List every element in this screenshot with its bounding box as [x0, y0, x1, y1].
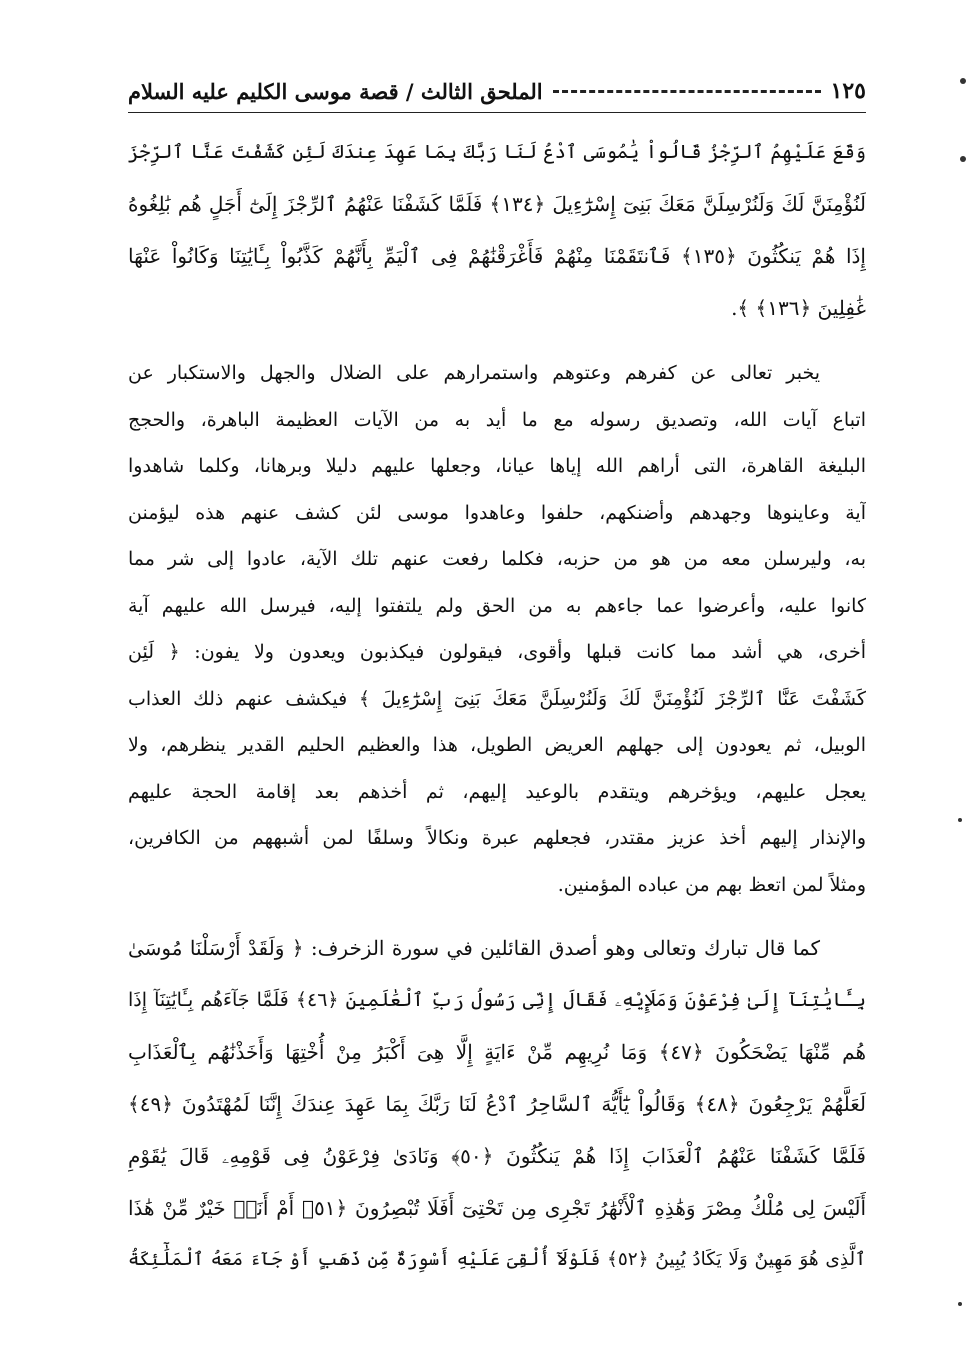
paragraph-line: يعجل عليهم، ويؤخرهم ويتقدم بالوعيد إليهم، ثم أخذهم بعد إقامة الحجة عليهم	[128, 780, 866, 803]
verse-line: إِذَا هُمْ يَنكُثُونَ ﴿١٣٥﴾ فَٱنتَقَمْنَا مِنْهُمْ فَأَغْرَقْنَٰهُمْ فِى ٱلْيَمِّ بِأَنَّهُمْ كَذَّبُواْ بِـَٔايَٰتِنَا وَكَانُواْ عَنْهَا	[128, 244, 866, 268]
paragraph-line: كَشَفْتَ عَنَّا ٱلرِّجْزَ لَنُؤْمِنَنَّ لَكَ وَلَنُرْسِلَنَّ مَعَكَ بَنِىٓ إِسْرَٰٓءِيلَ ﴾ فيكشف عنهم ذلك العذاب	[128, 687, 866, 710]
running-title: الملحق الثالث / قصة موسى الكليم عليه السلام	[128, 78, 543, 104]
paragraph-line: به، وليرسلن معه من هو من حزبه، فكلما رفعت عنهم تلك الآية، عادوا إلى شر مما	[128, 548, 866, 570]
paragraph-line: الوبيل، ثم يعودون إلى جهلهم العريض الطويل، هذا والعظيم الحليم القدير ينظرهم، ولا	[128, 734, 866, 756]
verse-line: ٱلَّذِى هُوَ مَهِينٌ وَلَا يَكَادُ يُبِينُ ﴿٥٢﴾ فَلَوْلَآ أُلْقِىَ عَلَيْهِ أَسْوِرَةٌ مِّن ذَهَبٍ أَوْ جَآءَ مَعَهُ ٱلْمَلَٰٓئِكَةُ	[128, 1249, 866, 1270]
quran-verse-block-1	[128, 126, 866, 334]
verse-line: بِـَٔايَٰتِنَآ إِلَىٰ فِرْعَوْنَ وَمَلَإِيْهِۦ فَقَالَ إِنِّى رَسُولُ رَبِّ ٱلْعَٰلَمِينَ ﴿٤٦﴾ فَلَمَّا جَآءَهُم بِـَٔايَٰتِنَآ إِذَا	[128, 989, 866, 1011]
verse-line: لَعَلَّهُمْ يَرْجِعُونَ ﴿٤٨﴾ وَقَالُواْ يَٰٓأَيُّهَ ٱلسَّاحِرُ ٱدْعُ لَنَا رَبَّكَ بِمَا عَهِدَ عِندَكَ إِنَّنَا لَمُهْتَدُونَ ﴿٤٩﴾	[128, 1092, 866, 1116]
paragraph-line: يخبر تعالى عن كفرهم وعتوهم واستمرارهم على الضلال والجهل والاستكبار عن	[128, 362, 820, 384]
paragraph-line: البليغة القاهرة، التى أراهم الله إياها عيانا، وجعلها عليهم دليلا وبرهانا، وكلما شاهدوا	[128, 455, 866, 477]
paragraph-line: اتباع آيات الله، وتصديق رسوله مع ما أيد به من الآيات العظيمة الباهرة، والحجج	[128, 408, 866, 431]
page-header	[128, 74, 866, 108]
paragraph-line: والإنذار إليهم أخذ عزيز مقتدر، فجعلهم عبرة ونكالاً وسلفًا لمن أشبههم من الكافرين،	[128, 827, 866, 849]
verse-line: وَقَعَ عَلَيْهِمُ ٱلرِّجْزُ قَالُواْ يَٰمُوسَى ٱدْعُ لَنَا رَبَّكَ بِمَا عَهِدَ عِندَكَ لَئِن كَشَفْتَ عَنَّا ٱلرِّجْزَ	[128, 141, 866, 163]
header-dot-leader	[553, 90, 821, 93]
verse-line: لَنُؤْمِنَنَّ لَكَ وَلَنُرْسِلَنَّ مَعَكَ بَنِىٓ إِسْرَٰٓءِيلَ ﴿١٣٤﴾ فَلَمَّا كَشَفْنَا عَنْهُمُ ٱلرِّجْزَ إِلَىٰٓ أَجَلٍ هُم بَٰلِغُوهُ	[128, 192, 866, 216]
scan-mark	[960, 156, 966, 162]
scan-mark	[960, 78, 966, 84]
header-rule	[128, 112, 866, 113]
verse-line: هُم مِّنْهَا يَضْحَكُونَ ﴿٤٧﴾ وَمَا نُرِيهِم مِّنْ ءَايَةٍ إِلَّا هِىَ أَكْبَرُ مِنْ أُخْتِهَا وَأَخَذْنَٰهُم بِٱلْعَذَابِ	[128, 1040, 866, 1064]
scan-mark	[958, 818, 962, 822]
quran-verse-block-2	[128, 922, 866, 1286]
verse-line: فَلَمَّا كَشَفْنَا عَنْهُمُ ٱلْعَذَابَ إِذَا هُمْ يَنكُثُونَ ﴿٥٠﴾ وَنَادَىٰ فِرْعَوْنُ فِى قَوْمِهِۦ قَالَ يَٰقَوْمِ	[128, 1144, 866, 1168]
verse-line: كما قال تبارك وتعالى وهو أصدق القائلين في سورة الزخرف: ﴿ وَلَقَدْ أَرْسَلْنَا مُوسَىٰ	[128, 936, 820, 960]
verse-line: أَلَيْسَ لِى مُلْكُ مِصْرَ وَهَٰذِهِ ٱلْأَنْهَٰرُ تَجْرِى مِن تَحْتِىٓ أَفَلَا تُبْصِرُونَ ﴿٥١﴾ أَمْ أَنَا۠ خَيْرٌ مِّنْ هَٰذَا	[128, 1196, 866, 1220]
paragraph-line: ومثلاً لمن اتعظ بهم من عباده المؤمنين.	[557, 873, 866, 896]
commentary-paragraph	[128, 350, 866, 908]
page-number: ١٢٥	[830, 78, 866, 104]
paragraph-line: أخرى، هي أشد مما كانت قبلها وأقوى، فيقولون فيكذبون ويعدون ولا يفون: ﴿ لَئِن	[128, 641, 866, 663]
paragraph-line: آية وعاينوها وجهدهم وأضنكهم، حلفوا وعاهدوا موسى لئن كشف عنهم هذه ليؤمنن	[128, 501, 866, 524]
verse-line: غَٰفِلِينَ ﴿١٣٦﴾ ﴾.	[731, 296, 866, 320]
paragraph-line: كانوا عليه، وأعرضوا عما جاءهم به من الحق ولم يلتفتوا إليه، فيرسل الله عليهم آية	[128, 594, 866, 617]
scan-mark	[958, 1302, 962, 1306]
